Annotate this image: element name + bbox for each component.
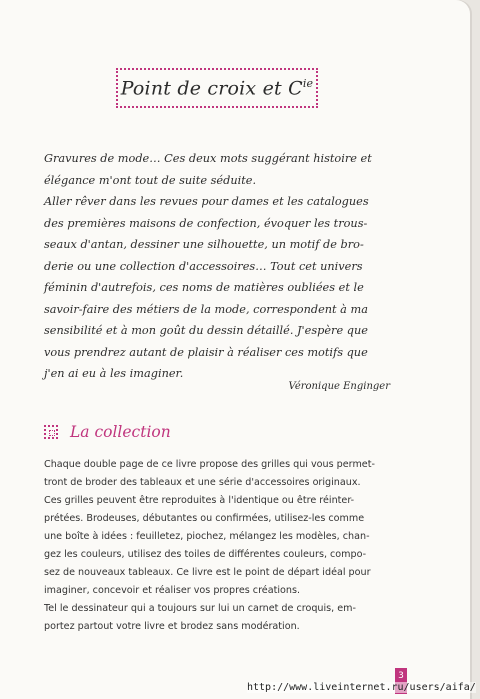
collection-paragraph — [44, 456, 394, 636]
body-line: portez partout votre livre et brodez sans modération. — [44, 621, 300, 632]
body-line: gez les couleurs, utilisez des toiles de différentes couleurs, compo- — [44, 549, 367, 560]
section-heading — [44, 418, 171, 446]
intro-line: derie ou une collection d'accessoires… Tout cet univers — [44, 259, 363, 273]
body-line: prétées. Brodeuses, débutantes ou confirmées, utilisez-les comme — [44, 513, 365, 524]
body-line: sez de nouveaux tableaux. Ce livre est le point de départ idéal pour — [44, 567, 371, 578]
intro-line: élégance m'ont tout de suite séduite. — [44, 173, 257, 187]
source-watermark: http://www.liveinternet.ru/users/aifa/ — [247, 682, 476, 693]
body-line: une boîte à idées : feuilletez, piochez, mélangez les modèles, chan- — [44, 531, 370, 542]
title-frame — [116, 68, 318, 108]
author-signature: Véronique Enginger — [288, 381, 390, 392]
intro-line: Aller rêver dans les revues pour dames et les catalogues — [44, 195, 369, 208]
intro-line: sensibilité et à mon goût du dessin détaillé. J'espère que — [44, 324, 368, 337]
body-line: tront de broder des tableaux et une série d'accessoires originaux. — [44, 477, 361, 488]
intro-paragraph — [44, 148, 390, 385]
page-number-tab: 3 — [395, 668, 407, 694]
intro-line: savoir-faire des métiers de la mode, correspondent à ma — [44, 302, 368, 316]
section-title: La collection — [70, 423, 171, 441]
body-line: Tel le dessinateur qui a toujours sur lui un carnet de croquis, em- — [44, 603, 356, 614]
grid-square-icon — [44, 425, 58, 439]
page-title: Point de croix et $C^{ie}$ — [120, 76, 314, 100]
body-line: imaginer, concevoir et réaliser vos propres créations. — [44, 585, 301, 596]
intro-line: Gravures de mode… Ces deux mots suggérant histoire et — [44, 152, 372, 165]
intro-line: j'en ai eu à les imaginer. — [44, 367, 184, 380]
body-line: Ces grilles peuvent être reproduites à l'identique ou être réinter- — [44, 495, 355, 506]
intro-line: vous prendrez autant de plaisir à réaliser ces motifs que — [44, 345, 368, 359]
intro-line: féminin d'autrefois, ces noms de matières oubliées et le — [44, 281, 364, 294]
body-line: Chaque double page de ce livre propose des grilles qui vous permet- — [44, 459, 375, 470]
intro-line: seaux d'antan, dessiner une silhouette, un motif de bro- — [44, 238, 364, 251]
intro-line: des premières maisons de confection, évoquer les trous- — [44, 216, 368, 230]
